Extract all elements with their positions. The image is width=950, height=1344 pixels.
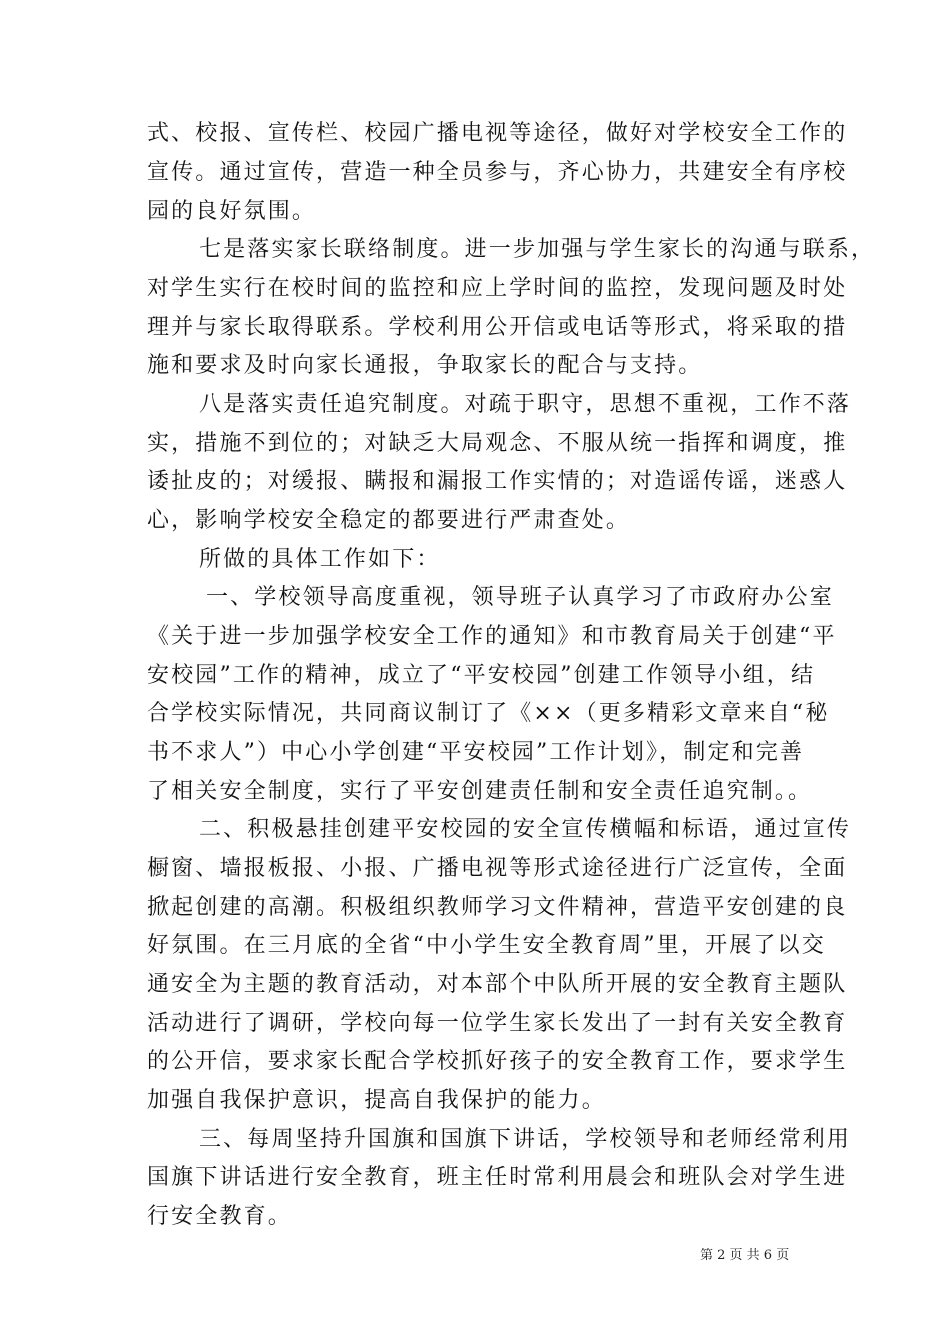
text-line: 七是落实家长联络制度。进一步加强与学生家长的沟通与联系， xyxy=(199,237,876,262)
text-line: 宣传。通过宣传，营造一种全员参与，齐心协力，共建安全有序校 xyxy=(147,160,848,185)
page-number-footer: 第 2 页 共 6 页 xyxy=(700,1248,790,1263)
text-line: 八是落实责任追究制度。对疏于职守，思想不重视，工作不落 xyxy=(199,392,852,417)
text-line: 行安全教育。 xyxy=(147,1204,292,1229)
text-line: 书不求人”）中心小学创建“平安校园”工作计划》，制定和完善 xyxy=(147,740,805,765)
text-line: 实，措施不到位的；对缺乏大局观念、不服从统一指挥和调度，推 xyxy=(147,431,848,456)
text-line: 《关于进一步加强学校安全工作的通知》和市教育局关于创建“平 xyxy=(147,624,837,649)
text-line: 的公开信，要求家长配合学校抓好孩子的安全教育工作，要求学生 xyxy=(147,1049,848,1074)
text-line: 一、学校领导高度重视，领导班子认真学习了市政府办公室 xyxy=(206,585,834,610)
text-line: 心，影响学校安全稳定的都要进行严肃查处。 xyxy=(147,508,631,533)
text-line: 掀起创建的高潮。积极组织教师学习文件精神，营造平安创建的良 xyxy=(147,895,848,920)
text-line: 二、积极悬挂创建平安校园的安全宣传横幅和标语，通过宣传 xyxy=(199,817,852,842)
text-line: 式、校报、宣传栏、校园广播电视等途径，做好对学校安全工作的 xyxy=(147,121,848,146)
text-line: 三、每周坚持升国旗和国旗下讲话，学校领导和老师经常利用 xyxy=(199,1127,852,1152)
text-line: 理并与家长取得联系。学校利用公开信或电话等形式，将采取的措 xyxy=(147,315,848,340)
text-line: 国旗下讲话进行安全教育，班主任时常利用晨会和班队会对学生进 xyxy=(147,1165,848,1190)
text-line: 好氛围。在三月底的全省“中小学生安全教育周”里，开展了以交 xyxy=(147,933,826,958)
text-line: 加强自我保护意识，提高自我保护的能力。 xyxy=(147,1088,606,1113)
text-line: 对学生实行在校时间的监控和应上学时间的监控，发现问题及时处 xyxy=(147,276,848,301)
text-line: 施和要求及时向家长通报，争取家长的配合与支持。 xyxy=(147,353,703,378)
text-line: 橱窗、墙报板报、小报、广播电视等形式途径进行广泛宣传，全面 xyxy=(147,856,848,881)
text-line: 安校园”工作的精神，成立了“平安校园”创建工作领导小组，结 xyxy=(147,663,816,688)
text-line: 通安全为主题的教育活动，对本部个中队所开展的安全教育主题队 xyxy=(147,972,848,997)
text-line: 所做的具体工作如下： xyxy=(199,547,441,572)
text-line: 合学校实际情况，共同商议制订了《××（更多精彩文章来自“秘 xyxy=(147,701,830,726)
text-line: 活动进行了调研，学校向每一位学生家长发出了一封有关安全教育 xyxy=(147,1011,848,1036)
text-line: 诿扯皮的；对缓报、瞒报和漏报工作实情的；对造谣传谣，迷惑人 xyxy=(147,469,848,494)
text-line: 园的良好氛围。 xyxy=(147,199,317,224)
text-line: 了相关安全制度，实行了平安创建责任制和安全责任追究制。。 xyxy=(147,779,813,804)
